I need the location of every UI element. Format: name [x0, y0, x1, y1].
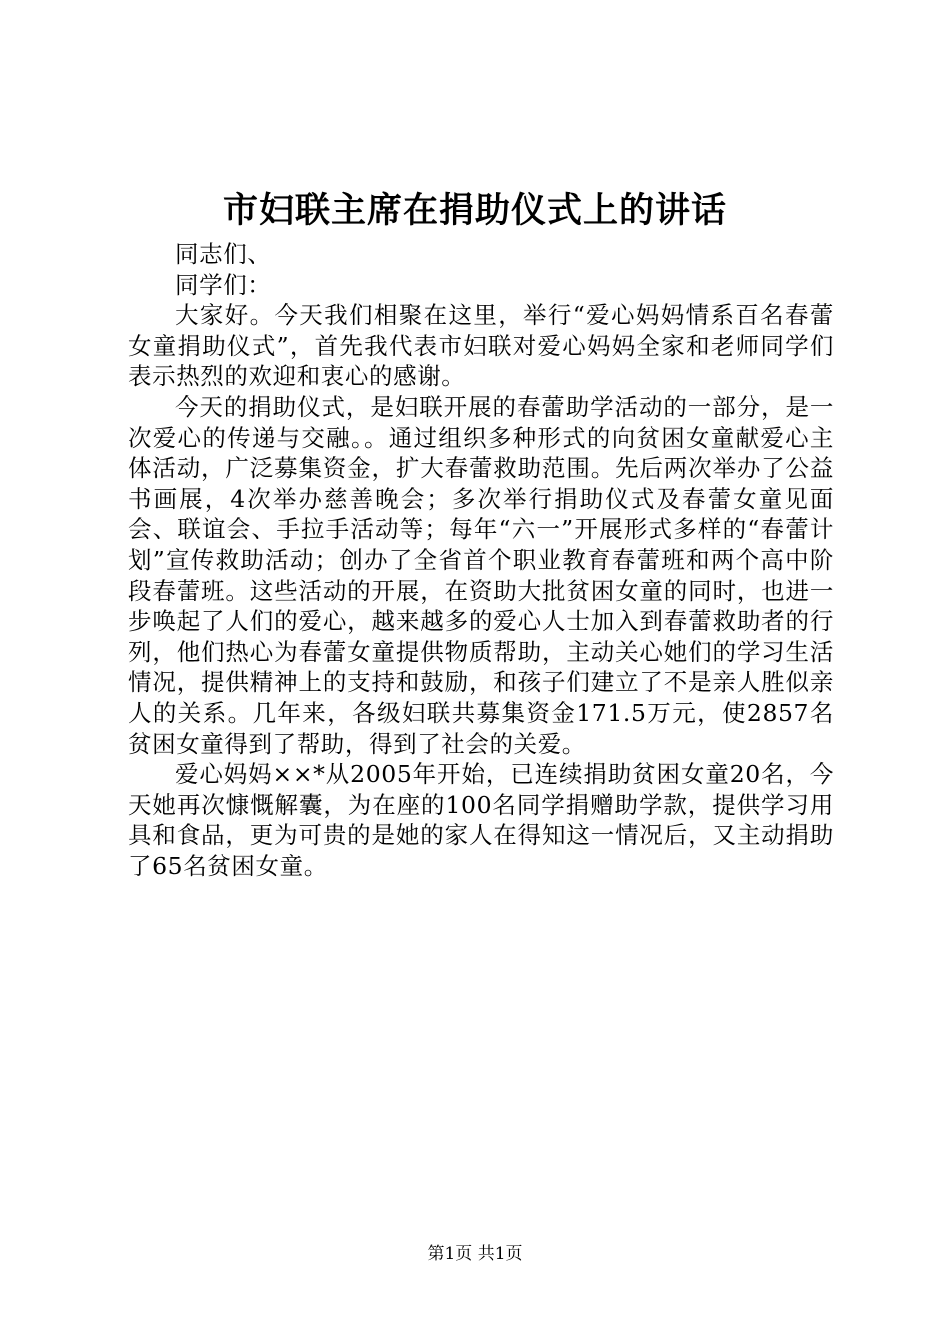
body-paragraph: 今天的捐助仪式，是妇联开展的春蕾助学活动的一部分，是一次爱心的传递与交融。。通过组织多种形式的向贫困女童献爱心主体活动，广泛募集资金，扩大春蕾救助范围。先后两次举办了公益书画展，4次举办慈善晚会；多次举行捐助仪式及春蕾女童见面会、联谊会、手拉手活动等；每年“六一”开展形式多样的“春蕾计划”宣传救助活动；创办了全省首个职业教育春蕾班和两个高中阶段春蕾班。这些活动的开展，在资助大批贫困女童的同时，也进一步唤起了人们的爱心，越来越多的爱心人士加入到春蕾救助者的行列，他们热心为春蕾女童提供物质帮助，主动关心她们的学习生活情况，提供精神上的支持和鼓励，和孩子们建立了不是亲人胜似亲人的关系。几年来，各级妇联共募集资金171.5万元，使2857名贫困女童得到了帮助，得到了社会的关爱。	[128, 392, 834, 758]
body-paragraph: 大家好。今天我们相聚在这里，举行“爱心妈妈情系百名春蕾女童捐助仪式”，首先我代表市妇联对爱心妈妈全家和老师同学们表示热烈的欢迎和衷心的感谢。	[128, 301, 834, 391]
salutation-line: 同学们：	[175, 270, 272, 299]
salutation-line: 同志们、	[175, 240, 272, 268]
page-footer: 第1页 共1页	[427, 1244, 523, 1264]
document-body	[128, 239, 834, 881]
body-paragraph: 爱心妈妈××*从2005年开始，已连续捐助贫困女童20名，今天她再次慷慨解囊，为在座的100名同学捐赠助学款，提供学习用具和食品，更为可贵的是她的家人在得知这一情况后，又主动捐助了65名贫困女童。	[128, 760, 834, 880]
document-title: 市妇联主席在捐助仪式上的讲话	[222, 190, 727, 231]
